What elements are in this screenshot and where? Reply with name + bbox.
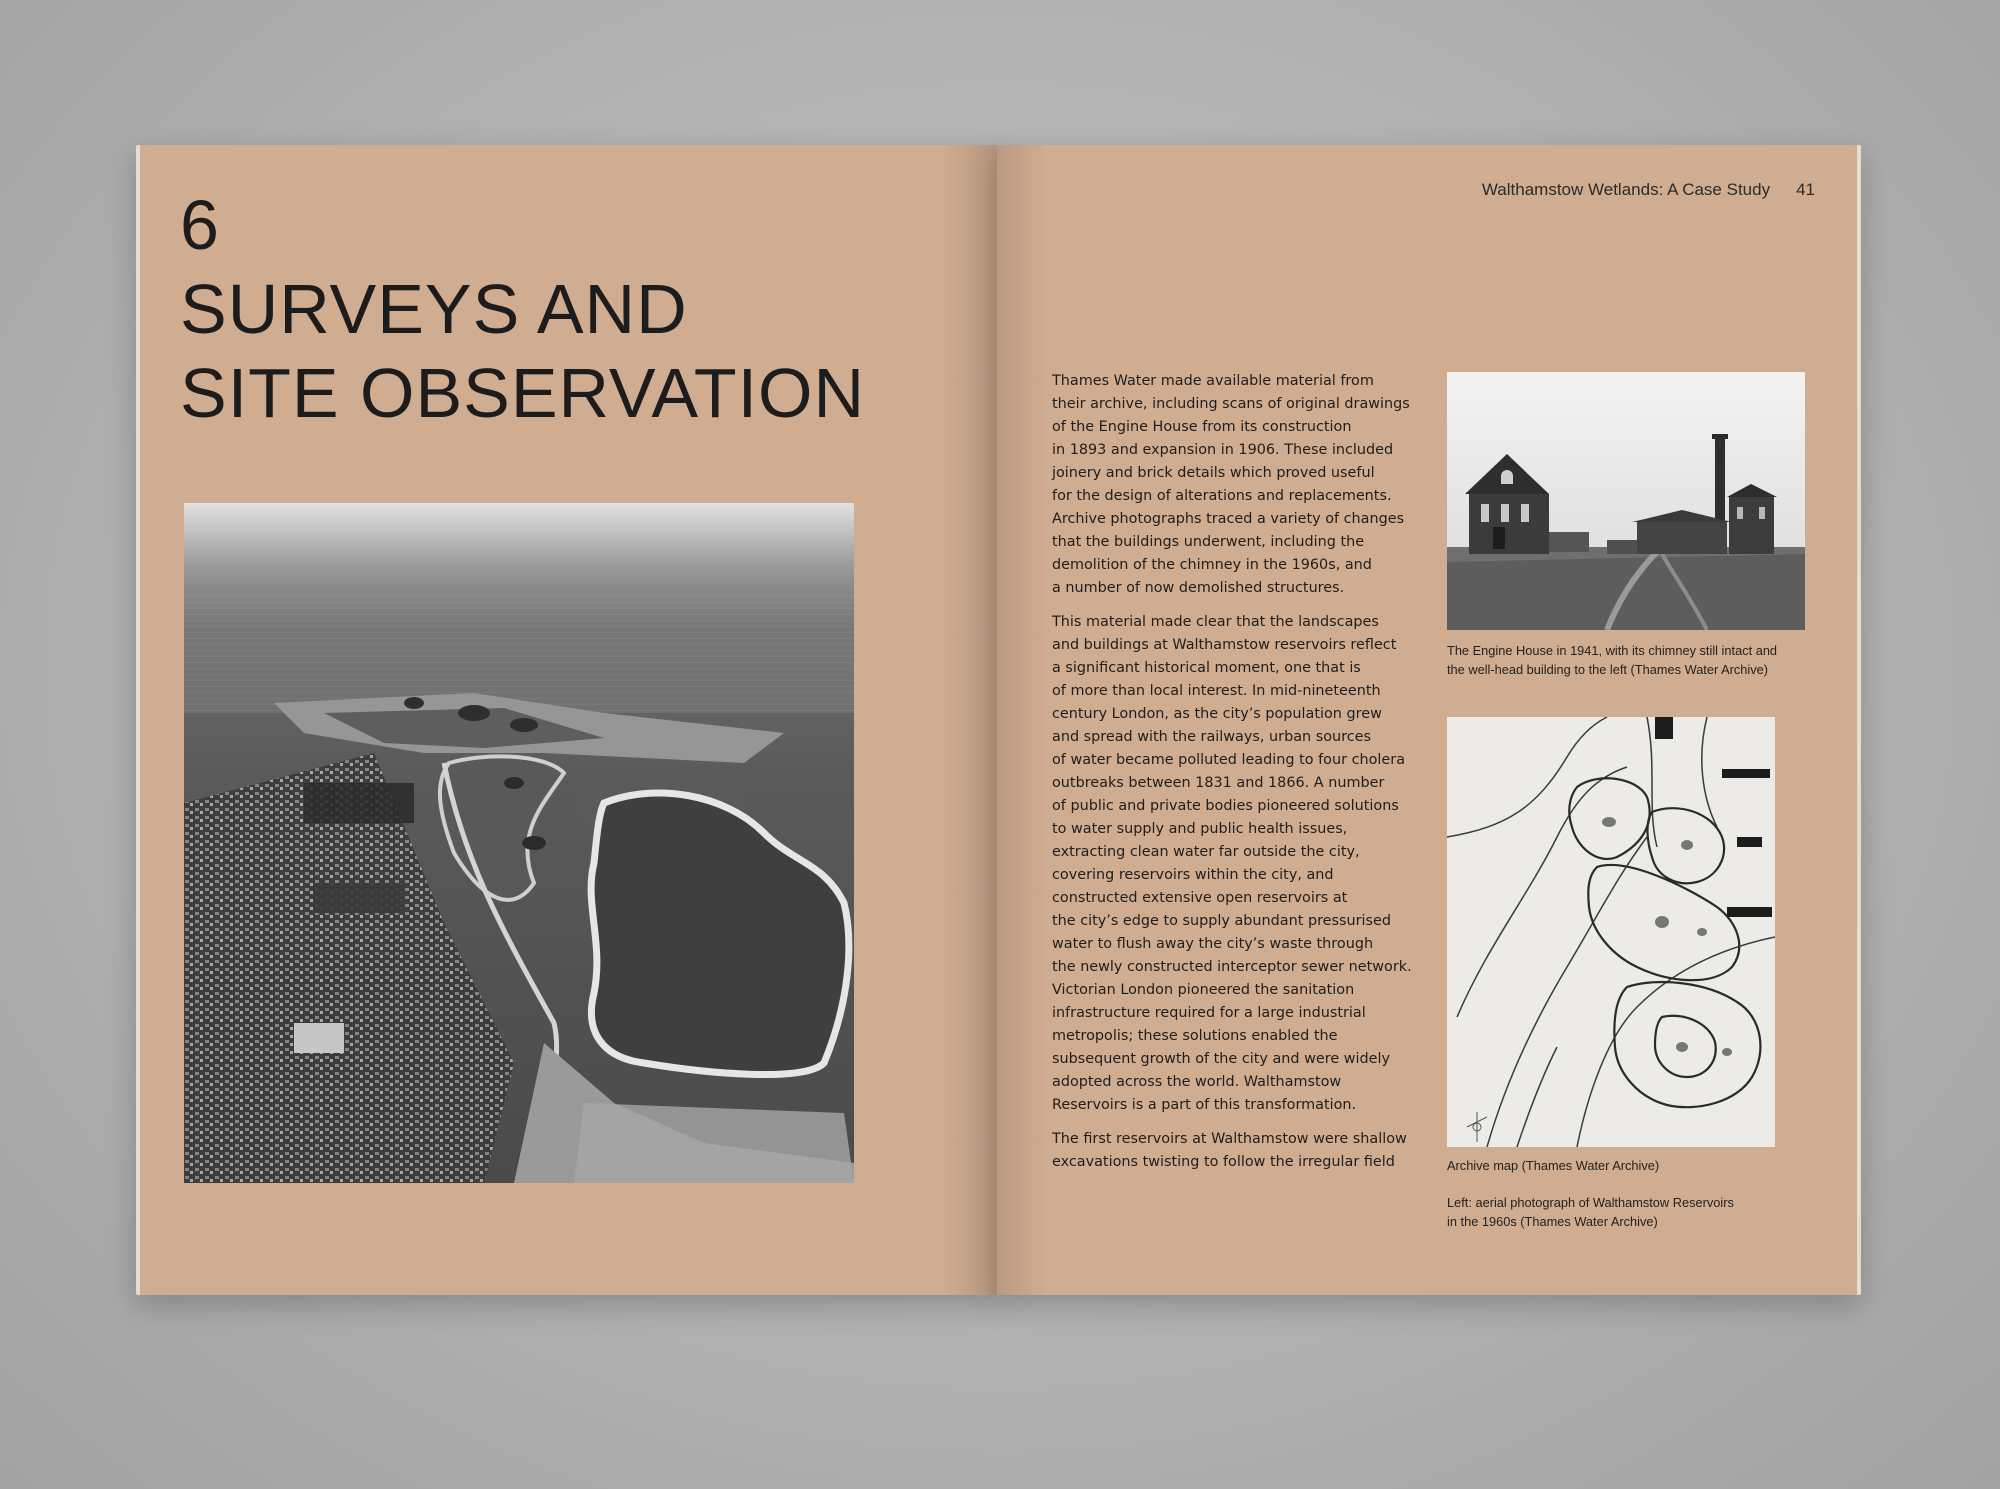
running-head-title: Walthamstow Wetlands: A Case Study (1481, 180, 1771, 199)
body-text (1052, 370, 1422, 1185)
running-head (1482, 180, 1815, 200)
archive-map (1447, 717, 1775, 1147)
page-number: 41 (1796, 180, 1815, 199)
paragraph-1: Thames Water made available material from their archive, including scans of original drawings of the Engine House from its construction in 1893 and expansion in 1906. These included joinery and brick details which proved useful for the design of alterations and replacements. Archive photographs traced a variety of changes that the buildings underwent, including the demolition of the chimney in the 1960s, and a number of now demolished structures. (1052, 373, 1410, 596)
paragraph-3: The first reservoirs at Walthamstow were shallow excavations twisting to follow the irregular field (1052, 1131, 1407, 1170)
right-page (997, 145, 1861, 1295)
aerial-photo-caption: Left: aerial photograph of Walthamstow Reservoirs in the 1960s (Thames Water Archive) (1447, 1195, 1734, 1229)
title-line-2: SITE OBSERVATION (180, 354, 866, 432)
left-page (136, 145, 1000, 1295)
magazine-spread (136, 145, 1860, 1295)
engine-house-caption: The Engine House in 1941, with its chimney still intact and the well-head building to the left (Thames Water Archive) (1447, 643, 1778, 677)
chapter-number: 6 (180, 186, 220, 264)
title-line-1: SURVEYS AND (180, 270, 688, 348)
paragraph-2: This material made clear that the landscapes and buildings at Walthamstow reservoirs reflect a significant historical moment, one that is of more than local interest. In mid-nineteenth century London, as the city’s population grew and spread with the railways, urban sources of water became polluted leading to four cholera outbreaks between 1831 and 1866. A number of public and private bodies pioneered solutions to water supply and public health issues, extracting clean water far outside the city, covering reservoirs within the city, and constructed extensive open reservoirs at the city’s edge to supply abundant pressurised water to flush away the city’s waste through the newly constructed interceptor sewer network. Victorian London pioneered the sanitation infrastructure required for a large industrial metropolis; these solutions enabled the subsequent growth of the city and were widely adopted across the world. Walthamstow Reservoirs is a part of this transformation. (1052, 614, 1412, 1113)
engine-house-photo (1447, 372, 1805, 630)
aerial-reservoir-photo (184, 503, 854, 1183)
map-caption: Archive map (Thames Water Archive) (1447, 1158, 1660, 1173)
chapter-title (180, 183, 865, 435)
